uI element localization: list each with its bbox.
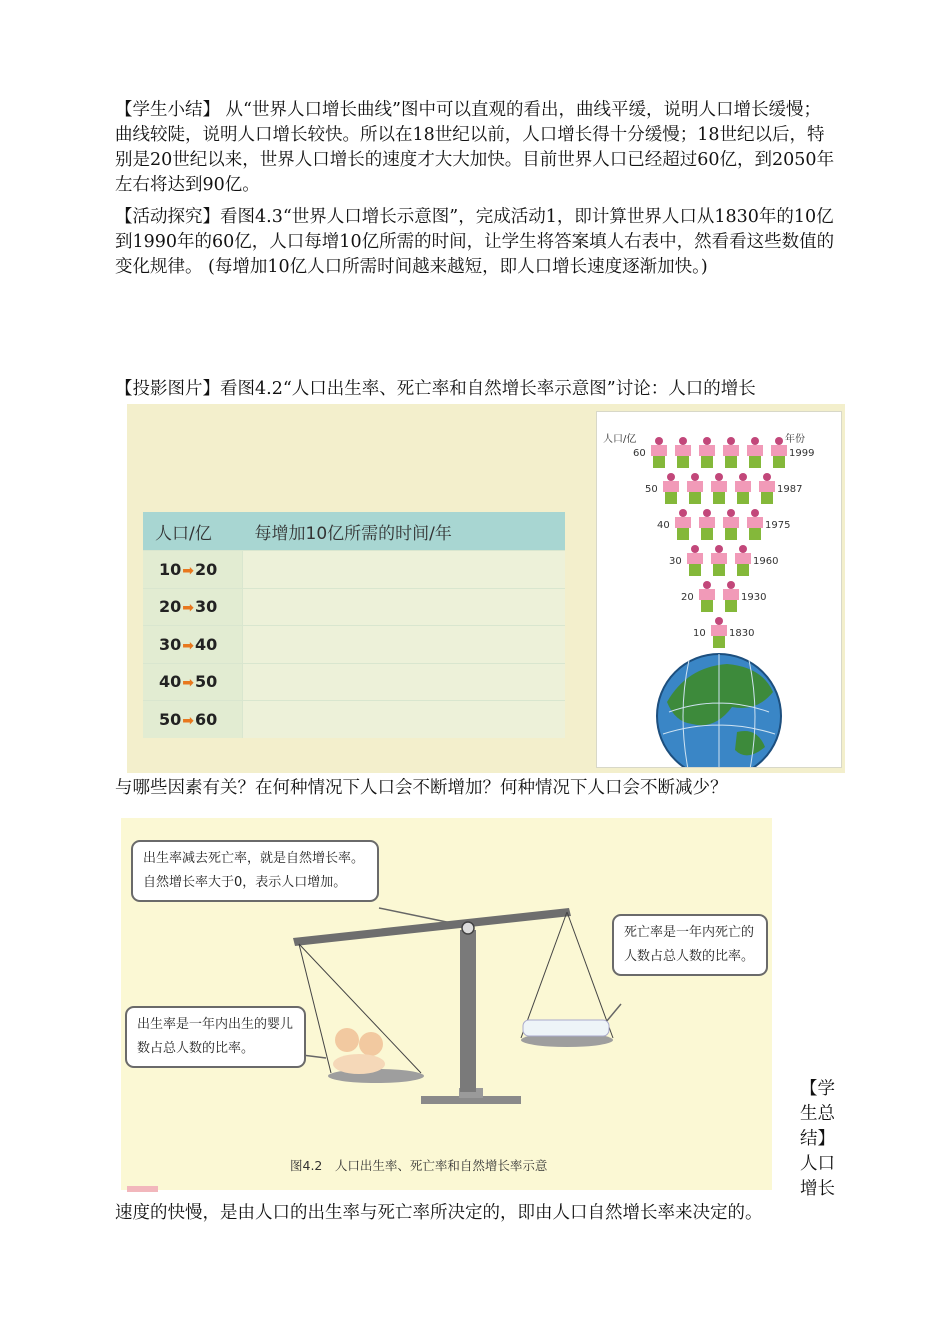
pyramid-year-label: 1975 (765, 520, 791, 531)
scale-beam (293, 908, 571, 946)
birth-rate-bubble: 出生率是一年内出生的婴儿数占总人数的比率。 (125, 1006, 306, 1068)
person-icon (699, 581, 715, 612)
person-icon (663, 473, 679, 504)
pyramid-population-label: 40 (657, 520, 670, 531)
birth-death-rate-figure (121, 818, 772, 1190)
population-range (143, 663, 243, 701)
pyramid-year-label: 1960 (753, 556, 779, 567)
population-range (143, 626, 243, 664)
answer-cell[interactable] (243, 701, 566, 738)
range-to: 40 (195, 634, 218, 654)
person-icon (711, 545, 727, 576)
pyramid-year-label: 1987 (777, 484, 803, 495)
answer-cell[interactable] (243, 663, 566, 701)
person-icon (687, 545, 703, 576)
figure-caption: 图4.2 人口出生率、死亡率和自然增长率示意 (290, 1158, 548, 1173)
population-increase-table (143, 512, 565, 738)
person-icon (711, 617, 727, 648)
table-row (143, 701, 565, 738)
projection-paragraph: 【投影图片】看图4.2“人口出生率、死亡率和自然增长率示意图”讨论：人口的增长 (115, 379, 756, 399)
arrow-right-icon: ➡ (182, 600, 194, 617)
pyramid-svg (597, 412, 841, 767)
range-from: 30 (159, 634, 182, 654)
table-row (143, 663, 565, 701)
person-icon (675, 509, 691, 540)
range-to: 30 (195, 597, 218, 617)
person-icon (651, 437, 667, 468)
pyramid-label-population: 人口/亿 (603, 434, 637, 445)
person-icon (711, 473, 727, 504)
range-to: 60 (195, 709, 218, 729)
person-icon (759, 473, 775, 504)
answer-cell[interactable] (243, 588, 566, 626)
table-row (143, 588, 565, 626)
student-summary-paragraph: 【学生小结】 从“世界人口增长曲线”图中可以直观的看出，曲线平缓，说明人口增长缓慢；曲线较陡，说明人口增长较快。所以在18世纪以前，人口增长得十分缓慢；18世纪以后，特别是20世纪以来，世界人口增长的速度才大大加快。目前世界人口已经超过60亿，到2050年左右将达到90亿。 (115, 100, 835, 195)
pyramid-population-label: 30 (669, 556, 682, 567)
range-from: 20 (159, 597, 182, 617)
decorative-mark (127, 1186, 158, 1192)
covered-body-icon (523, 1020, 609, 1036)
table-row (143, 626, 565, 664)
pyramid-population-label: 10 (693, 628, 706, 639)
answer-cell[interactable] (243, 626, 566, 664)
arrow-right-icon: ➡ (182, 712, 194, 729)
person-icon (699, 437, 715, 468)
pyramid-year-label: 1999 (789, 448, 815, 459)
arrow-right-icon: ➡ (182, 562, 194, 579)
babies-icon (333, 1028, 385, 1074)
natural-growth-bubble: 出生率减去死亡率，就是自然增长率。自然增长率大于0，表示人口增加。 (131, 840, 379, 902)
activity-paragraph: 【活动探究】看图4.3“世界人口增长示意图”，完成活动1，即计算世界人口从1830年的10亿到1990年的60亿，人口每增10亿所需的时间，让学生将答案填人右表中，然看看这些数值的变化规律。 (每增加10亿人口所需时间越来越短，即人口增长速度逐渐加快。) (115, 207, 835, 277)
range-from: 10 (159, 559, 182, 579)
death-rate-bubble: 死亡率是一年内死亡的人数占总人数的比率。 (612, 914, 768, 976)
person-icon (687, 473, 703, 504)
population-range (143, 701, 243, 738)
person-icon (723, 581, 739, 612)
scale-pole (460, 930, 476, 1092)
pyramid-population-label: 20 (681, 592, 694, 603)
student-conclusion-side: 【学生总结】人口增长 (800, 1079, 835, 1199)
population-growth-figure (127, 404, 845, 773)
pyramid-year-label: 1930 (741, 592, 767, 603)
range-from: 40 (159, 672, 182, 692)
table-header-time: 每增加10亿所需的时间/年 (243, 512, 566, 551)
person-icon (747, 437, 763, 468)
range-from: 50 (159, 709, 182, 729)
range-to: 20 (195, 559, 218, 579)
answer-cell[interactable] (243, 551, 566, 589)
person-icon (735, 545, 751, 576)
pyramid-population-label: 60 (633, 448, 646, 459)
arrow-right-icon: ➡ (182, 637, 194, 654)
table-row (143, 551, 565, 589)
person-icon (723, 437, 739, 468)
globe-icon (657, 654, 781, 767)
pyramid-year-label: 1830 (729, 628, 755, 639)
range-to: 50 (195, 672, 218, 692)
population-range (143, 588, 243, 626)
conclusion-paragraph: 速度的快慢，是由人口的出生率与死亡率所决定的，即由人口自然增长率来决定的。 (115, 1203, 763, 1223)
discussion-questions: 与哪些因素有关？在何种情况下人口会不断增加？何种情况下人口会不断减少？ (115, 778, 728, 798)
arrow-right-icon: ➡ (182, 675, 194, 692)
population-range (143, 551, 243, 589)
person-icon (735, 473, 751, 504)
pyramid-label-year: 年份 (785, 434, 805, 445)
person-icon (675, 437, 691, 468)
pyramid-population-label: 50 (645, 484, 658, 495)
person-icon (699, 509, 715, 540)
person-icon (723, 509, 739, 540)
population-pyramid-diagram (596, 411, 842, 768)
table-header-population: 人口/亿 (143, 512, 243, 551)
person-icon (747, 509, 763, 540)
